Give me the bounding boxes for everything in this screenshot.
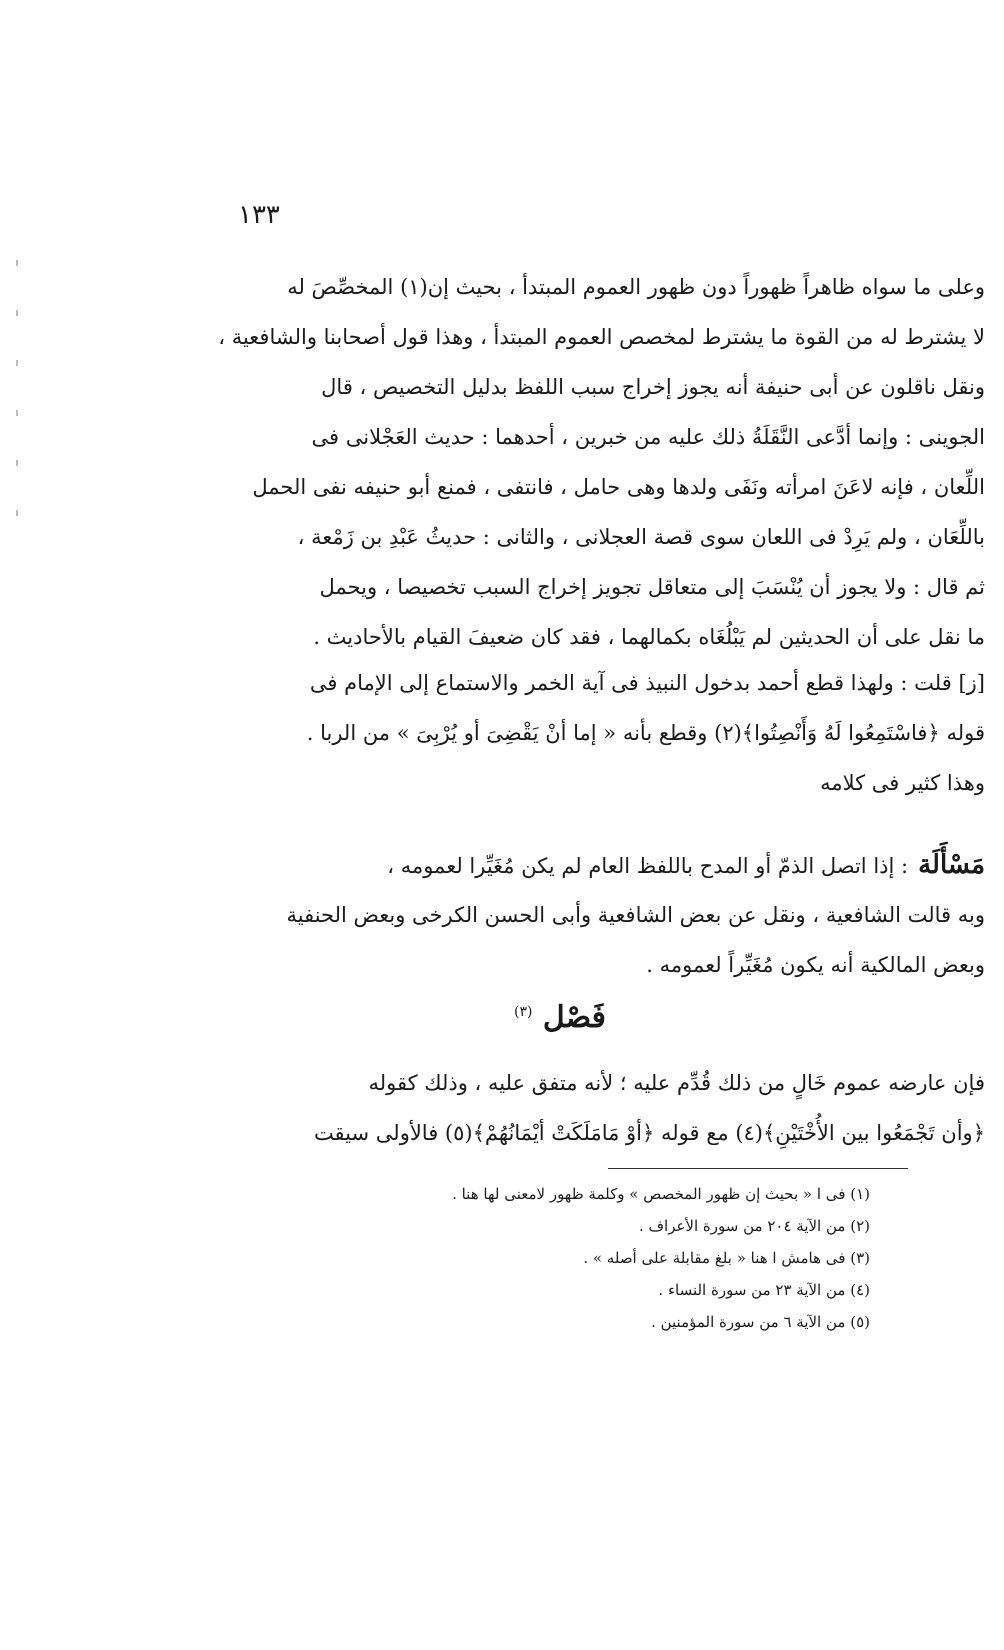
masala-heading: مَسْأَلَة [918,850,985,880]
text-line: ما نقل على أن الحديثين لم يَبْلُغَاه بكمالهما ، فقد كان ضعيفَ القيام بالأحاديث . [313,625,985,649]
text-line: [ز] قلت : ولهذا قطع أحمد بدخول النبيذ فى آية الخمر والاستماع إلى الإمام فى [309,671,985,695]
text-line: باللِّعَان ، ولم يَرِدْ فى اللعان سوى قصة العجلانى ، والثانى : حديثُ عَبْدِ بن زَمْعة ، [297,525,985,549]
text-line: وعلى ما سواه ظاهراً ظهوراً دون ظهور العموم المبتدأ ، بحيث إن(١) المخصِّصَ له [287,275,985,299]
margin-tick [16,260,18,266]
footnote: (٣) فى هامش ا هنا « بلغ مقابلة على أصله » . [583,1249,870,1267]
margin-tick [16,410,18,416]
margin-tick [16,510,18,516]
text-line: ثم قال : ولا يجوز أن يُنْسَبَ إلى متعاقل تجويز إخراج السبب تخصيصا ، ويحمل [319,575,985,599]
footnote: (٥) من الآية ٦ من سورة المؤمنين . [651,1313,870,1331]
margin-tick [16,310,18,316]
text-line: لا يشترط له من القوة ما يشترط لمخصص العموم المبتدأ ، وهذا قول أصحابنا والشافعية ، [218,325,985,349]
page-number: ١٣٣ [238,200,280,230]
margin-tick [16,460,18,466]
text-line: ونقل ناقلون عن أبى حنيفة أنه يجوز إخراج سبب اللفظ بدليل التخصيص ، قال [321,375,985,399]
main-paragraph-1 [170,262,985,662]
margin-ticks [16,260,24,560]
text-line: وهذا كثير فى كلامه [820,771,985,795]
footnotes [452,1178,870,1338]
main-paragraph-2 [170,1058,985,1158]
section-heading [470,1000,650,1035]
text-line: الجوينى : وإنما أدَّعى النَّقَلَةُ ذلك عليه من خبرين ، أحدهما : حديث العَجْلانى فى [311,425,985,449]
editor-note-paragraph [170,658,985,808]
text-line: وبه قالت الشافعية ، ونقل عن بعض الشافعية وأبى الحسن الكرخى وبعض الحنفية [286,903,985,927]
masala-paragraph [170,840,985,990]
text-line: ﴿وأن تَجْمَعُوا بين الأُخْتَيْنِ﴾(٤) مع قوله ﴿أوْ مَامَلَكَتْ أيْمَانُهُمْ﴾(٥) فالأولى سيقت [313,1121,985,1145]
footnote: (١) فى ا « بحيث إن ظهور المخصص » وكلمة ظهور لامعنى لها هنا . [452,1185,870,1203]
section-note-ref: (٣) [514,1004,533,1020]
footnote: (٢) من الآية ٢٠٤ من سورة الأعراف . [638,1217,870,1235]
footnote-divider [608,1168,908,1169]
margin-tick [16,360,18,366]
masala-first-line: : إذا اتصل الذمّ أو المدح باللفظ العام لم يكن مُغَيِّرا لعمومه ، [387,854,909,878]
text-line [170,840,985,890]
text-line: وبعض المالكية أنه يكون مُغَيِّراً لعمومه . [646,953,985,977]
text-line: فإن عارضه عموم خَالٍ من ذلك قُدِّم عليه ؛ لأنه متفق عليه ، وذلك كقوله [368,1071,985,1095]
text-line: اللِّعان ، فإنه لاعَنَ امرأته ونَفَى ولدها وهى حامل ، فانتفى ، فمنع أبو حنيفه نفى الحمل [252,475,985,499]
section-title: فَصْل [542,1000,606,1035]
text-line: قوله ﴿فاسْتَمِعُوا لَهُ وَأَنْصِتُوا﴾(٢) وقطع بأنه « إما أنْ يَقْضِىَ أو يُرْبِىَ » من الربا . [306,721,985,745]
footnote: (٤) من الآية ٢٣ من سورة النساء . [658,1281,870,1299]
